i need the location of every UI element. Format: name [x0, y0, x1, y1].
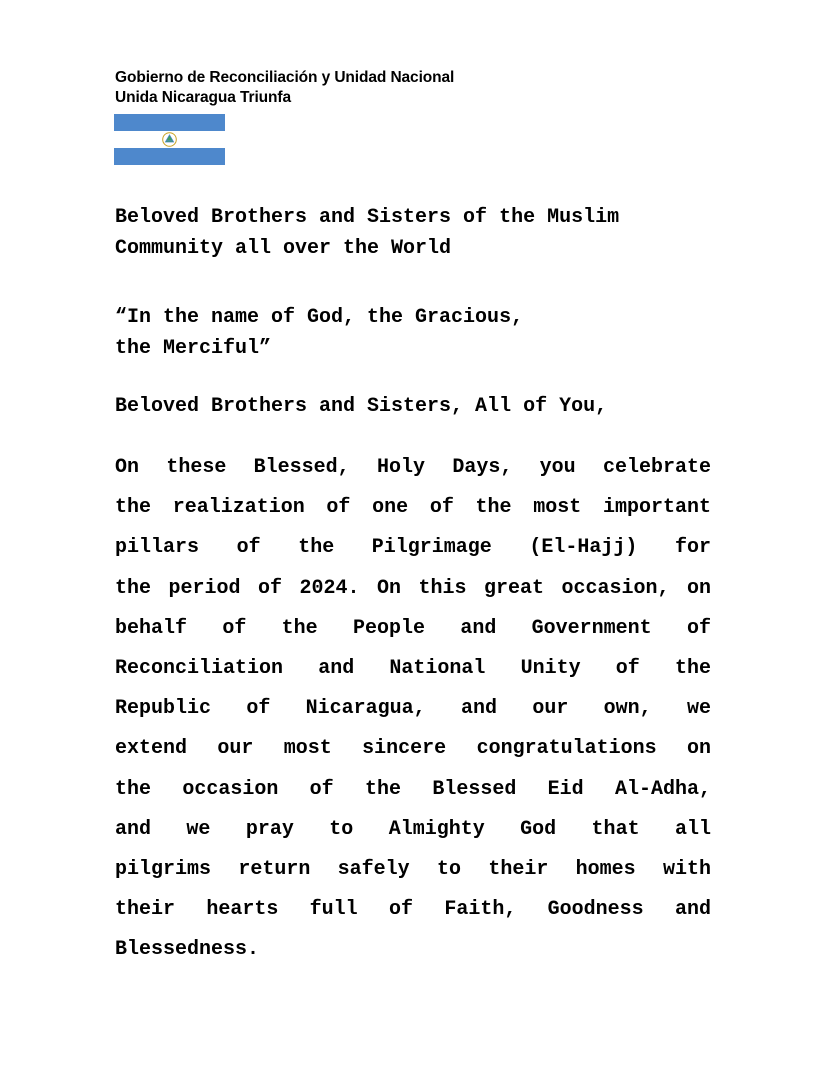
- flag-top-stripe: [114, 114, 225, 131]
- greeting-heading: [115, 202, 711, 264]
- message-line: the period of 2024. On this great occasion, on: [115, 576, 711, 600]
- message-line: their hearts full of Faith, Goodness and: [115, 898, 711, 922]
- message-line: On these Blessed, Holy Days, you celebrate: [115, 456, 711, 479]
- message-line: and we pray to Almighty God that all: [115, 817, 711, 841]
- message-line: behalf of the People and Government of: [115, 616, 711, 640]
- message-line: the realization of one of the most important: [115, 496, 711, 520]
- greeting-line-1: Beloved Brothers and Sisters of the Muslim: [115, 206, 620, 229]
- government-slogan: Unida Nicaragua Triunfa: [115, 89, 291, 106]
- message-line: pillars of the Pilgrimage (El-Hajj) for: [115, 536, 711, 560]
- message-line: pilgrims return safely to their homes with: [115, 857, 711, 881]
- message-line: Reconciliation and National Unity of the: [115, 656, 711, 680]
- coat-of-arms-icon: [161, 131, 178, 148]
- message-line: Blessedness.: [115, 938, 260, 962]
- salutation: Beloved Brothers and Sisters, All of You,: [115, 395, 608, 418]
- letterhead: [115, 68, 454, 108]
- message-line: extend our most sincere congratulations on: [115, 737, 711, 761]
- message-line: Republic of Nicaragua, and our own, we: [115, 697, 711, 721]
- government-name: Gobierno de Reconciliación y Unidad Nacional: [115, 69, 455, 86]
- basmala-line-2: the Merciful”: [115, 337, 272, 360]
- basmala-line-1: “In the name of God, the Gracious,: [115, 306, 524, 329]
- message-paragraph: [115, 448, 711, 970]
- message-line: the occasion of the Blessed Eid Al-Adha,: [115, 777, 711, 801]
- flag-bottom-stripe: [114, 148, 225, 165]
- greeting-line-2: Community all over the World: [115, 237, 452, 260]
- basmala-quote: [115, 302, 711, 364]
- nicaragua-flag: [114, 114, 225, 165]
